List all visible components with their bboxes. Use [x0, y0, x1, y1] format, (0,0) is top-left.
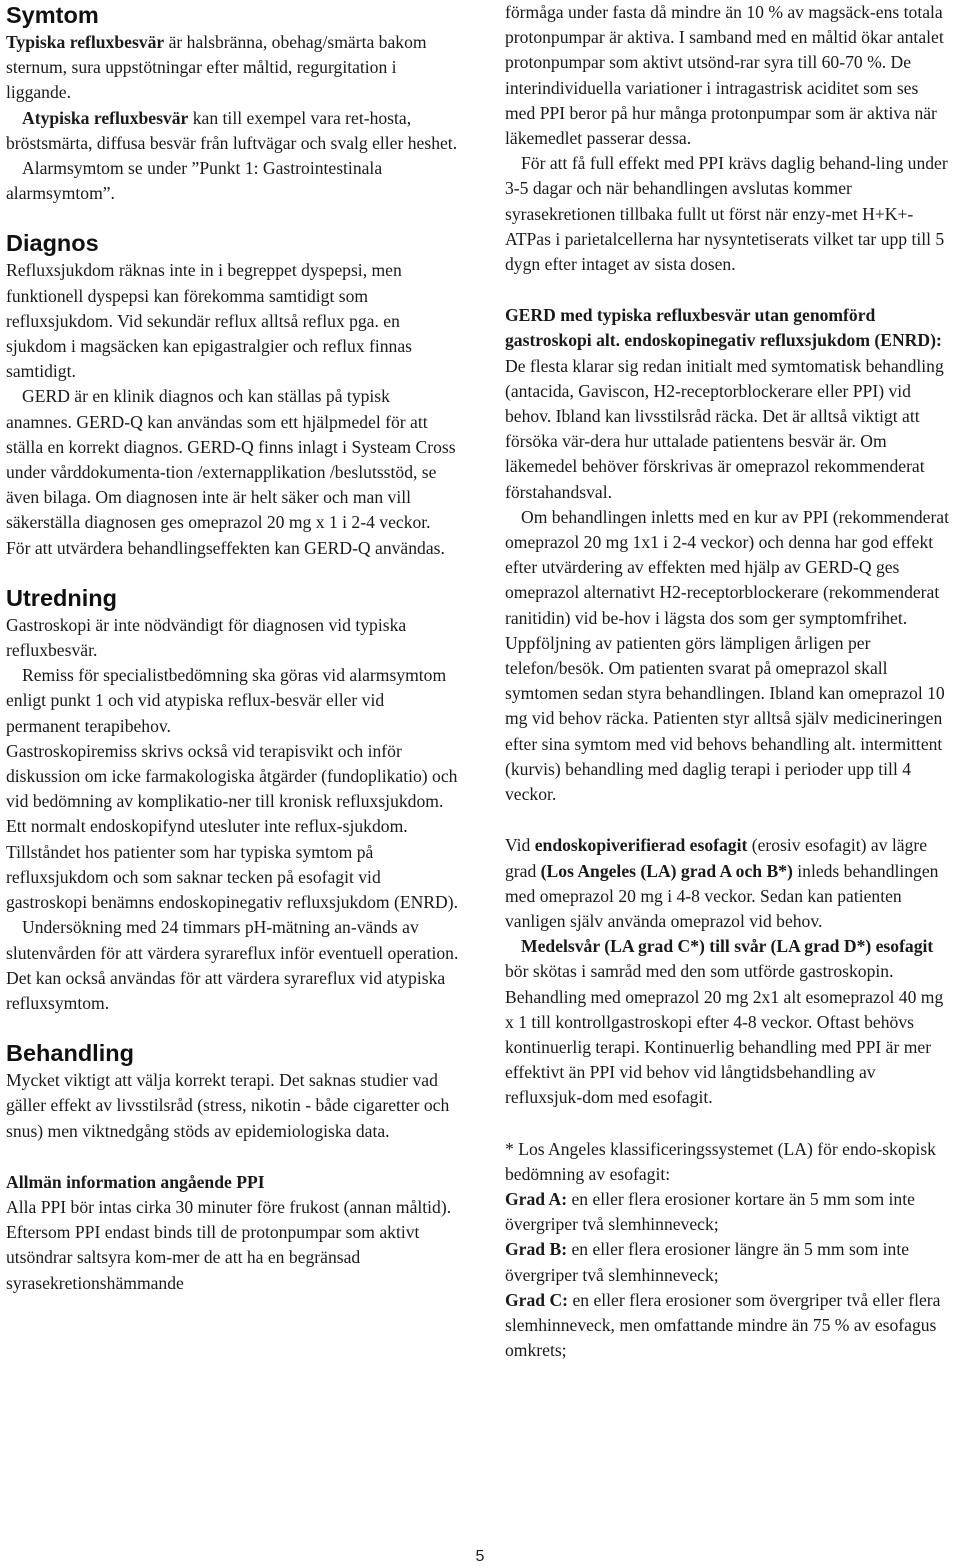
- ppi-heading: Allmän information angående PPI: [6, 1171, 265, 1192]
- utredning-paragraph-5: Undersökning med 24 timmars pH-mätning an-vänds av slutenvården för att värdera syrareflux inför eventuell operation. Det kan också användas för att värdera syrareflux vid atypiska refluxsymtom.: [6, 917, 459, 1013]
- symtom-paragraph-atypiska: Atypiska refluxbesvär kan till exempel vara ret-hosta, bröstsmärta, diffusa besvär från luftvägar och svalg eller heshet.: [6, 107, 458, 153]
- heading-behandling: Behandling: [6, 1040, 134, 1067]
- atypiska-label: Atypiska refluxbesvär: [22, 107, 189, 128]
- la-grade-b: Grad B: en eller flera erosioner längre än 5 mm som inte övergriper två slemhinneveck;: [505, 1239, 910, 1285]
- esofagit-paragraph: Vid endoskopiverifierad esofagit (erosiv esofagit) av lägre grad (Los Angeles (LA) grad A och B*) inleds behandlingen med omeprazol 20 mg i 4-8 veckor. Sedan kan patienten vanligen själv använda omeprazol vid behov.: [505, 835, 939, 931]
- heading-utredning: Utredning: [6, 584, 117, 611]
- svar-esofagit-paragraph: Medelsvår (LA grad C*) till svår (LA grad D*) esofagit bör skötas i samråd med den som utförde gastroskopin. Behandling med omeprazol 20 mg 2x1 alt esomeprazol 40 mg x 1 till kontrollgastroskopi efter 4-8 veckor. Oftast behövs kontinuerlig terapi. Kontinuerlig behandling med PPI är mer effektivt än PPI vid behov vid långtidsbehandling av refluxsjuk-dom med esofagit.: [505, 936, 944, 1108]
- behandling-paragraph-ppi-kur: Om behandlingen inletts med en kur av PPI (rekommenderat omeprazol 20 mg 1x1 i 2-4 veckor) och denna har god effekt efter utvärdering av effekten med hjälp av GERD-Q ges omeprazol alternativt H2-receptorblockerare (rekommenderat ranitidin) vid be-hov i lägsta dos som ger symptomfrihet. Uppföljning av patienten görs lämpligen årligen per telefon/besök. Om patienten svarat på omeprazol skall symtomen sedan styra behandlingen. Ibland kan omeprazol 10 mg vid behov räcka. Patienten styr alltså själv medicineringen efter sina symtom med vid behovs behandling alt. intermittent (kurvis) behandling med daglig terapi i perioder upp till 4 veckor.: [505, 506, 950, 805]
- right-column: [505, 0, 952, 1363]
- enrd-label: GERD med typiska refluxbesvär utan genomförd gastroskopi alt. endoskopinegativ refluxsjukdom (ENRD):: [505, 305, 942, 351]
- ppi-paragraph-1: Alla PPI bör intas cirka 30 minuter före frukost (annan måltid). Eftersom PPI endast binds till de protonpumpar som aktivt utsöndrar saltsyra kom-mer de att ha en begränsad syrasekretionshämmande: [6, 1196, 452, 1293]
- behandling-paragraph-1: Mycket viktigt att välja korrekt terapi. Det saknas studier vad gäller effekt av livsstilsråd (stress, nikotin - både cigaretter och snus) men viktnedgång stöds av epidemiologiska data.: [6, 1070, 450, 1141]
- typiska-label: Typiska refluxbesvär: [6, 32, 165, 52]
- ppi-paragraph-3: För att få full effekt med PPI krävs daglig behand-ling under 3-5 dagar och när behandlingen avslutas kommer syrasekretionen tillbaka fullt ut först när enzy-met H+K+-ATPas i parietalcellerna har nysyntetiserats vilket tar upp till 5 dygn efter intaget av sista dosen.: [505, 153, 948, 275]
- diagnos-paragraph-2: GERD är en klinik diagnos och kan ställas på typisk anamnes. GERD-Q kan användas som ett hjälpmedel för att ställa en korrekt diagnos. GERD-Q finns inlagt i Systeam Cross under vårddokumenta-tion /externapplikation /beslutsstöd, se även bilaga. Om diagnosen inte är helt säker och man vill säkerställa diagnosen ges omeprazol 20 mg x 1 i 2-4 veckor. För att utvärdera behandlingseffekten kan GERD-Q användas.: [6, 386, 456, 558]
- utredning-paragraph-3: Gastroskopiremiss skrivs också vid terapisvikt och inför diskussion om icke farmakologiska åtgärder (fundoplikatio) och vid bedömning av komplikatio-ner till kronisk refluxsjukdom.: [6, 740, 458, 812]
- utredning-paragraph-4: Ett normalt endoskopifynd utesluter inte reflux-sjukdom. Tillståndet hos patienter som har typiska symtom på refluxsjukdom och som saknar tecken på esofagit vid gastroskopi benämns endoskopinegativ refluxsjukdom (ENRD).: [6, 816, 458, 913]
- heading-diagnos: Diagnos: [6, 230, 99, 257]
- utredning-paragraph-1: Gastroskopi är inte nödvändigt för diagnosen vid typiska refluxbesvär.: [6, 614, 407, 661]
- diagnos-paragraph-1: Refluxsjukdom räknas inte in i begreppet dyspepsi, men funktionell dyspepsi kan förekomma samtidigt som refluxsjukdom. Vid sekundär reflux alltså reflux pga. en sjukdom i magsäcken kan epigastralgier och reflux finnas samtidigt.: [6, 260, 412, 382]
- la-grade-c: Grad C: en eller flera erosioner som övergriper två eller flera slemhinneveck, men omfattande mindre än 75 % av esofagus omkrets;: [505, 1289, 941, 1361]
- la-grade-a: Grad A: en eller flera erosioner kortare än 5 mm som inte övergriper två slemhinneveck;: [505, 1188, 915, 1235]
- la-classification-intro: * Los Angeles klassificeringssystemet (LA) för endo-skopisk bedömning av esofagit:: [505, 1138, 936, 1184]
- symtom-paragraph-typiska: Typiska refluxbesvär är halsbränna, obehag/smärta bakom sternum, sura uppstötningar efter måltid, regurgitation i liggande.: [6, 32, 427, 103]
- enrd-paragraph: GERD med typiska refluxbesvär utan genomförd gastroskopi alt. endoskopinegativ refluxsjukdom (ENRD): De flesta klarar sig redan initialt med symtomatisk behandling (antacida, Gaviscon, H2-receptorblockerare eller PPI) vid behov. Ibland kan livsstilsråd räcka. Det är alltså viktigt att försöka vär-dera hur uttalade patientens besvär är. Om läkemedel behöver förskrivas är omeprazol rekommenderat förstahandsval.: [505, 305, 944, 502]
- ppi-paragraph-2: förmåga under fasta då mindre än 10 % av magsäck-ens totala protonpumpar är aktiva. I samband med en måltid ökar antalet protonpumpar som aktivt utsönd-rar syra till 60-70 %. De interindividuella variationer i intragastrisk aciditet som ses med PPI beror på hur många protonpumpar som är aktiva när läkemedlet passerar dessa.: [505, 2, 944, 149]
- utredning-paragraph-2: Remiss för specialistbedömning ska göras vid alarmsymtom enligt punkt 1 och vid atypiska reflux-besvär eller vid permanent terapibehov.: [6, 665, 447, 736]
- left-column: [6, 0, 459, 1296]
- symtom-paragraph-alarm: Alarmsymtom se under ”Punkt 1: Gastrointestinala alarmsymtom”.: [6, 158, 383, 204]
- page-number: 5: [475, 1548, 485, 1565]
- heading-symtom: Symtom: [6, 2, 99, 28]
